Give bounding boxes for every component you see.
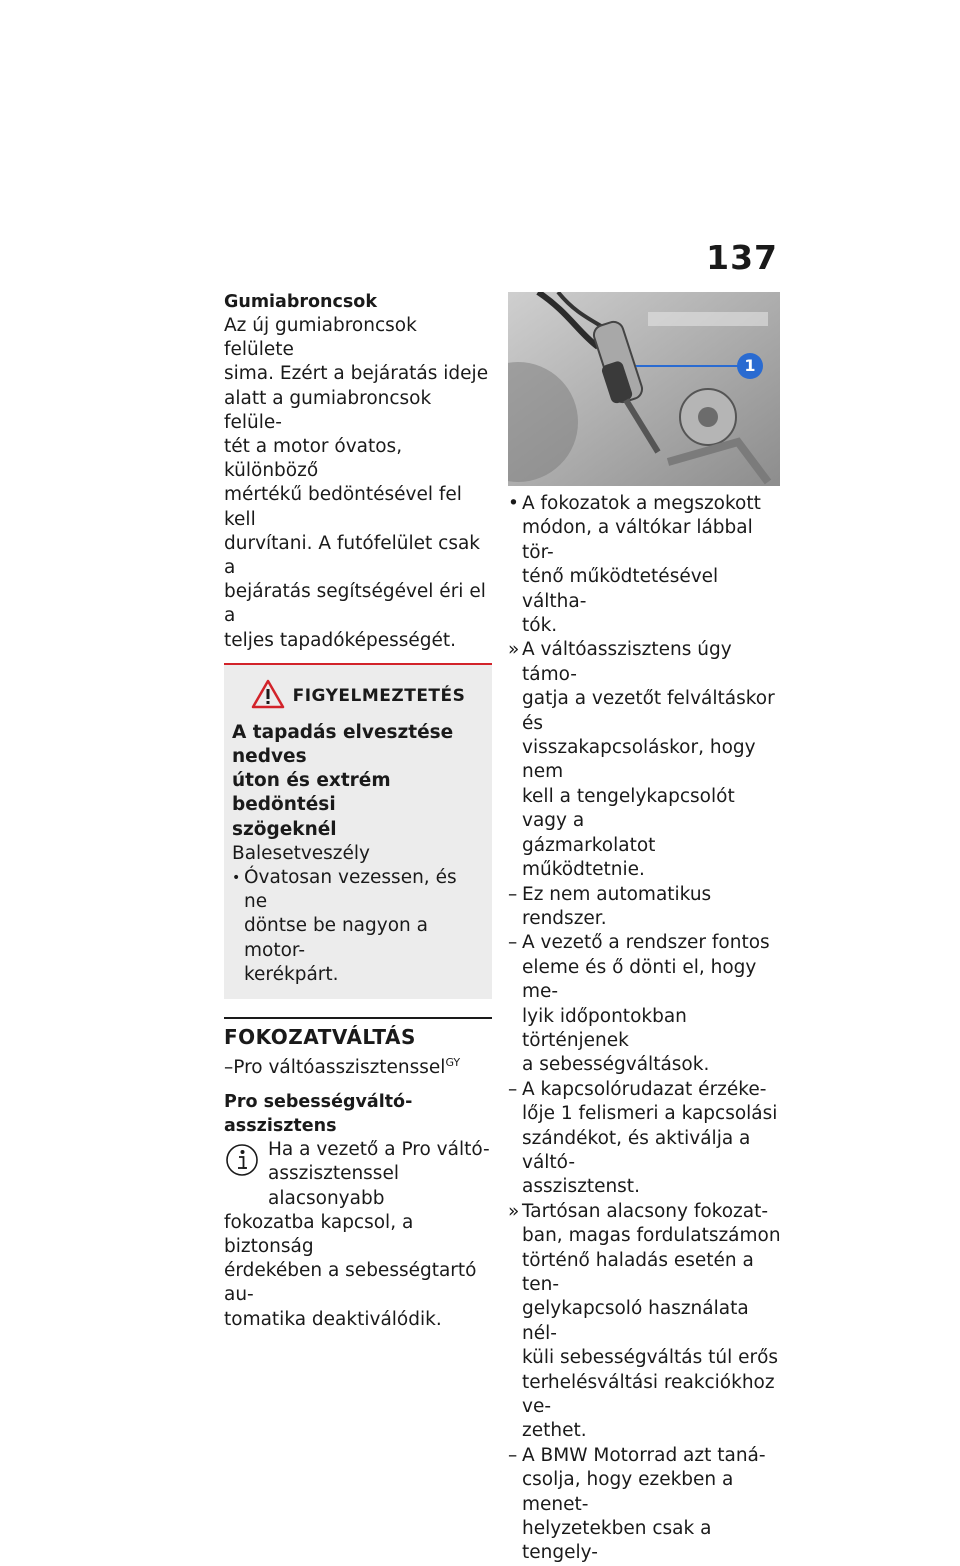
warning-box <box>224 663 492 999</box>
list-marker: » <box>508 639 520 661</box>
info-line: tomatika deaktiválódik. <box>224 1308 442 1330</box>
item-line: ténő működtetésével váltha- <box>522 566 719 612</box>
item-line: gelykapcsoló használata nél- <box>522 1298 749 1344</box>
tyres-line: Az új gumiabroncsok felülete <box>224 315 417 361</box>
measure-line: döntse be nagyon a motor- <box>244 915 428 961</box>
item-line: A vezető a rendszer fontos <box>522 932 770 954</box>
item-line: lyik időpontokban történjenek <box>522 1005 687 1051</box>
item-line: szándékot, és aktiválja a váltó- <box>522 1127 751 1173</box>
info-icon <box>224 1142 260 1182</box>
list-item <box>508 1078 782 1200</box>
list-item <box>508 1200 782 1444</box>
tyres-line: durvítani. A futófelület csak a <box>224 532 481 579</box>
list-item <box>508 638 782 882</box>
list-marker: – <box>508 1444 518 1466</box>
feature-text: –Pro váltóasszisztenssel <box>224 1057 446 1079</box>
shift-info-list <box>508 492 782 1566</box>
list-marker: » <box>508 1200 520 1222</box>
list-marker: – <box>508 883 518 905</box>
item-line: visszakapcsoláskor, hogy nem <box>522 737 756 783</box>
item-line: eleme és ő dönti el, hogy me- <box>522 956 757 1003</box>
page-number: 137 <box>706 238 778 277</box>
item-line: terhelésváltási reakciókhoz ve- <box>522 1371 775 1418</box>
info-block <box>224 1138 492 1332</box>
warning-hazard: A tapadás elvesztése nedves <box>232 721 454 768</box>
list-item <box>508 1444 782 1566</box>
item-line: helyzetekben csak a tengely- <box>522 1518 712 1564</box>
measure-line: kerékpárt. <box>244 963 339 985</box>
callout-number: 1 <box>744 356 756 375</box>
tyres-line: bejáratás segítségével éri el a <box>224 581 486 627</box>
item-line: történő haladás esetén a ten- <box>522 1249 754 1295</box>
section-title: FOKOZATVÁLTÁS <box>224 1017 492 1049</box>
warning-measure <box>232 866 484 987</box>
item-line: módon, a váltókar lábbal tör- <box>522 517 753 563</box>
list-item <box>508 931 782 1077</box>
tyres-paragraph <box>224 314 492 653</box>
item-line: zethet. <box>522 1420 587 1442</box>
info-line: asszisztenssel alacsonyabb <box>268 1163 399 1209</box>
info-line: érdekében a sebességtartó au- <box>224 1260 477 1306</box>
item-line: küli sebességváltás túl erős <box>522 1347 779 1369</box>
list-item <box>508 883 782 932</box>
item-line: kell a tengelykapcsolót vagy a <box>522 785 735 832</box>
info-line: fokozatba kapcsol, a biztonság <box>224 1211 414 1258</box>
feature-line <box>224 1051 492 1080</box>
info-line: Ha a vezető a Pro váltó- <box>268 1139 490 1161</box>
list-marker: – <box>508 1078 518 1100</box>
tyres-heading: Gumiabroncsok <box>224 292 377 312</box>
tyres-line: tét a motor óvatos, különböző <box>224 436 403 482</box>
item-line: gatja a vezetőt felváltáskor és <box>522 688 775 734</box>
warning-hazard: szögeknél <box>232 818 337 840</box>
item-line: a sebességváltások. <box>522 1054 710 1076</box>
left-column <box>224 290 492 1332</box>
item-line: ban, magas fordulatszámon <box>522 1225 781 1247</box>
warning-hazard: úton és extrém bedöntési <box>232 770 391 816</box>
warning-triangle-icon <box>251 679 285 713</box>
item-line: A váltóasszisztens úgy támo- <box>522 639 732 685</box>
right-column <box>508 292 782 1566</box>
item-line: csolja, hogy ezekben a menet- <box>522 1469 734 1515</box>
feature-superscript: GY <box>445 1056 461 1070</box>
list-marker: • <box>508 493 519 514</box>
item-line: A BMW Motorrad azt taná- <box>522 1444 766 1466</box>
measure-line: Óvatosan vezessen, és ne <box>244 867 457 913</box>
tyres-line: teljes tapadóképességét. <box>224 629 457 651</box>
tyres-line: mértékű bedöntésével fel kell <box>224 484 462 530</box>
warning-header <box>232 679 484 713</box>
list-marker: – <box>508 932 518 954</box>
item-line: A kapcsolórudazat érzéke- <box>522 1078 767 1100</box>
item-line: gázmarkolatot működtetnie. <box>522 834 656 881</box>
item-line: lője 1 felismeri a kapcsolási <box>522 1103 778 1125</box>
tyres-line: alatt a gumiabroncsok felüle- <box>224 387 432 433</box>
item-line: Tartósan alacsony fokozat- <box>522 1200 769 1222</box>
gearshift-sensor-photo <box>508 292 780 486</box>
warning-consequence: Balesetveszély <box>232 842 370 864</box>
item-line: tók. <box>522 615 558 637</box>
sub-heading: Pro sebességváltó-asszisztens <box>224 1092 413 1137</box>
item-line: asszisztenst. <box>522 1176 640 1198</box>
item-line: A fokozatok a megszokott <box>522 493 761 514</box>
tyres-line: sima. Ezért a bejáratás ideje <box>224 363 489 385</box>
item-line: Ez nem automatikus rendszer. <box>522 883 712 929</box>
bullet-marker: • <box>232 870 241 887</box>
list-item <box>508 492 782 638</box>
warning-title: FIGYELMEZTETÉS <box>292 685 466 706</box>
